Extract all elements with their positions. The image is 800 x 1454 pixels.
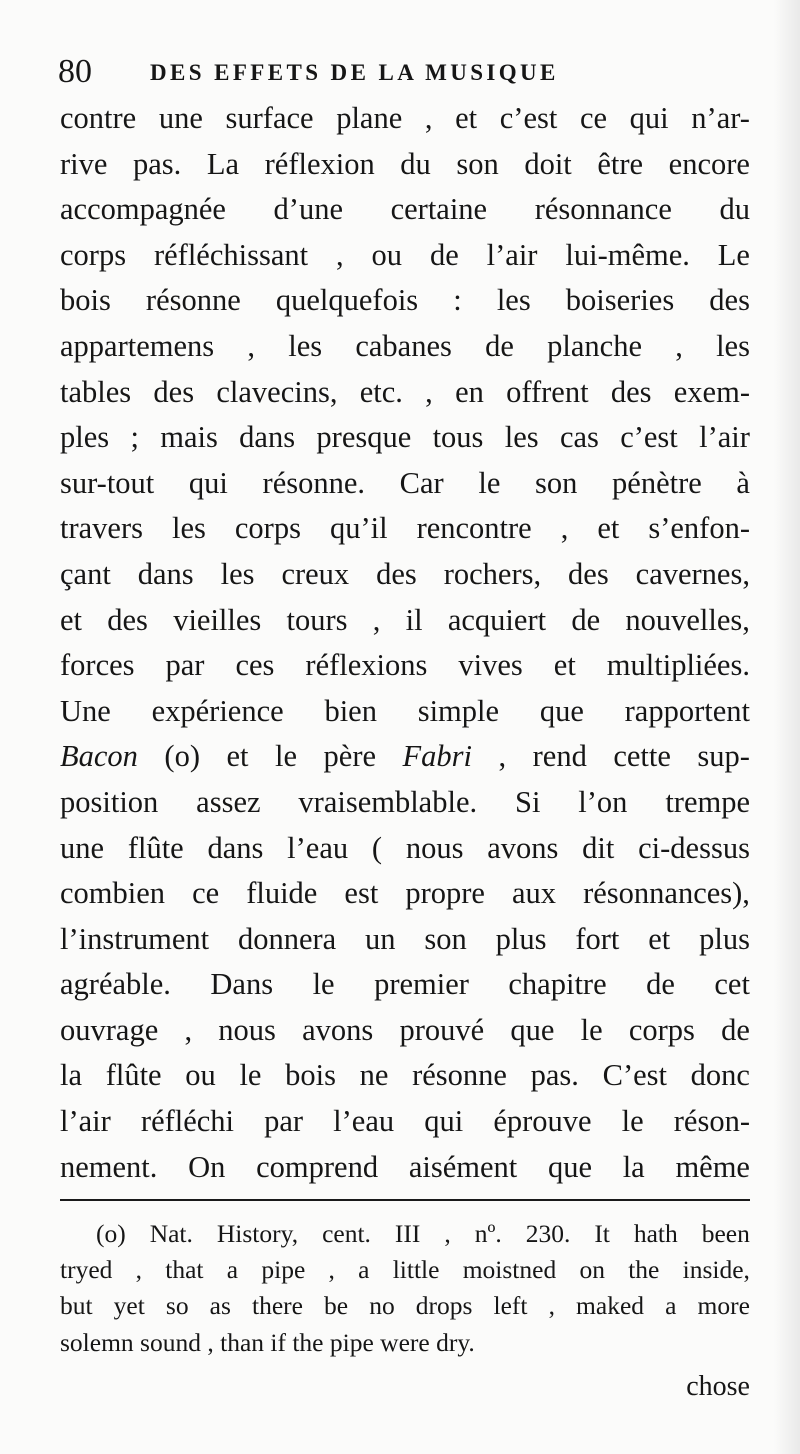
word: (o) — [164, 739, 200, 774]
word: offrent — [506, 374, 589, 409]
word: dans — [239, 420, 296, 455]
word: Bacon — [60, 739, 138, 774]
word: pénètre — [612, 465, 702, 500]
word: : — [453, 283, 462, 318]
word: , — [336, 237, 344, 272]
text-line — [60, 826, 750, 872]
word: assez — [196, 784, 261, 819]
word: du — [400, 146, 431, 181]
word: à — [736, 465, 750, 500]
word: cavernes, — [635, 556, 750, 591]
word: contre — [60, 101, 137, 135]
word: fort — [575, 921, 620, 956]
text-line — [60, 1008, 750, 1054]
footnote-word: , — [444, 1219, 451, 1248]
word: travers — [60, 511, 143, 546]
text-line — [60, 871, 750, 917]
word: c’est — [499, 101, 558, 135]
text-line — [60, 96, 750, 142]
word: l’air — [699, 420, 750, 455]
footnote-line — [60, 1216, 750, 1252]
footnote-word: a — [226, 1255, 239, 1285]
footnote-word: little — [392, 1255, 440, 1285]
word: C’est — [602, 1058, 667, 1093]
word: qui — [424, 1104, 464, 1139]
word: tous — [432, 420, 484, 455]
word: père — [323, 739, 377, 774]
word: planche — [547, 328, 642, 363]
word: ouvrage — [60, 1012, 159, 1047]
text-line — [60, 552, 750, 598]
text-line — [60, 1145, 750, 1191]
word: accompagnée — [60, 192, 226, 227]
word: cet — [714, 967, 750, 1002]
footnote-word: a — [665, 1291, 677, 1321]
word: pas. — [530, 1058, 579, 1093]
word: réflexions — [305, 648, 428, 683]
word: Car — [399, 465, 444, 500]
word: aisément — [408, 1149, 518, 1184]
word: dans — [207, 830, 264, 865]
word: la — [622, 1149, 645, 1184]
word: , — [372, 602, 381, 637]
footnote-word: Nat. — [149, 1219, 193, 1248]
footnote-word: moistned — [462, 1255, 557, 1285]
page-edge-shadow — [774, 0, 800, 1454]
word: le — [239, 1058, 262, 1093]
word: corps — [628, 1012, 695, 1047]
footnote-word: left — [493, 1291, 528, 1321]
word: , — [675, 328, 683, 363]
word: sur-tout — [60, 465, 155, 500]
text-line — [60, 598, 750, 644]
word: , — [498, 739, 507, 774]
word: et — [226, 739, 249, 774]
footnote-word: , — [135, 1255, 143, 1285]
word: dans — [137, 556, 194, 591]
word: en — [455, 374, 484, 409]
footnote-word: pipe — [329, 1327, 381, 1357]
footnote-word: pipe — [261, 1255, 306, 1285]
word: , — [184, 1012, 193, 1047]
text-line — [60, 962, 750, 1008]
word: résonne. — [262, 465, 366, 500]
footnote-word: nº. — [474, 1219, 502, 1248]
word: et — [455, 101, 478, 135]
word: le — [621, 1104, 644, 1139]
word: lui-même. — [565, 237, 690, 272]
footnote-word: , — [548, 1291, 555, 1321]
word: le — [275, 739, 298, 774]
word: rencontre — [416, 511, 532, 546]
word: rapportent — [624, 693, 750, 728]
word: doit — [524, 146, 572, 181]
word: des — [376, 556, 417, 591]
word: appartemens — [60, 328, 215, 363]
footnote-word: History, — [216, 1219, 299, 1248]
word: ne — [359, 1058, 389, 1093]
word: de — [429, 237, 459, 272]
footnote-word: solemn — [60, 1327, 141, 1357]
word: résonnance — [534, 192, 672, 227]
text-line — [60, 187, 750, 233]
footnote-word: cent. — [322, 1219, 371, 1248]
footnote-line — [60, 1325, 750, 1361]
word: quelquefois — [275, 283, 419, 318]
footnote-word: there — [252, 1291, 303, 1321]
word: forces — [60, 648, 135, 683]
word: avons — [487, 830, 559, 865]
word: surface — [225, 101, 314, 135]
word: clavecins, — [216, 374, 338, 409]
word: ou — [185, 1058, 216, 1093]
word: nement. — [60, 1149, 158, 1184]
catchword: chose — [686, 1371, 750, 1402]
word: de — [485, 328, 514, 363]
word: plus — [699, 921, 750, 956]
word: et — [648, 921, 671, 956]
word: des — [153, 374, 195, 409]
text-line — [60, 1053, 750, 1099]
text-line — [60, 415, 750, 461]
word: corps — [234, 511, 301, 546]
word: vives — [458, 648, 523, 683]
word: un — [365, 921, 396, 956]
word: simple — [417, 693, 500, 728]
word: tables — [60, 374, 132, 409]
word: réfléchi — [140, 1104, 235, 1139]
word: multipliées. — [606, 648, 750, 683]
footnote-line — [60, 1288, 750, 1324]
footnote-word: were — [380, 1327, 437, 1357]
word: acquiert — [447, 602, 547, 637]
word: et — [60, 602, 83, 637]
word: cette — [613, 739, 671, 774]
word: Le — [717, 237, 750, 272]
footnote-word: been — [701, 1219, 750, 1248]
body-text — [60, 96, 750, 1190]
word: que — [539, 693, 584, 728]
footnote-rule — [60, 1199, 750, 1201]
footnote-word: (o) — [96, 1219, 126, 1248]
word: sup- — [697, 739, 750, 774]
word: que — [510, 1012, 555, 1047]
word: propre — [405, 876, 485, 911]
word: l’air — [486, 237, 538, 272]
word: Une — [60, 693, 111, 728]
footnote-word: if — [270, 1327, 293, 1357]
word: fluide — [246, 876, 318, 911]
word: une — [158, 101, 203, 135]
word: comprend — [256, 1149, 379, 1184]
word: ce — [579, 101, 608, 135]
word: l’on — [578, 784, 628, 819]
footnote-word: 230. — [525, 1219, 571, 1248]
word: de — [571, 602, 601, 637]
word: une — [60, 830, 105, 865]
word: position — [60, 784, 159, 819]
word: l’eau — [333, 1104, 395, 1139]
word: avons — [302, 1012, 374, 1047]
word: les — [288, 328, 323, 363]
page-header — [58, 52, 758, 92]
word: donnera — [237, 921, 337, 956]
word: presque — [316, 420, 412, 455]
word: les — [171, 511, 206, 546]
running-head: DES EFFETS DE LA MUSIQUE — [150, 60, 559, 85]
word: ce — [192, 876, 220, 911]
word: bois — [285, 1058, 336, 1093]
word: ; — [130, 420, 139, 455]
word: est — [344, 876, 379, 911]
word: dit — [582, 830, 615, 865]
word: , — [424, 101, 433, 135]
text-line — [60, 461, 750, 507]
word: réfléchissant — [153, 237, 309, 272]
word: résonnances), — [583, 876, 750, 911]
word: tours — [286, 602, 348, 637]
word: rochers, — [443, 556, 542, 591]
word: corps — [60, 237, 127, 272]
word: réson- — [673, 1104, 750, 1139]
footnote-word: no — [369, 1291, 395, 1321]
footnote-word: as — [209, 1291, 231, 1321]
footnote-word: the — [292, 1327, 330, 1357]
word: agréable. — [60, 967, 171, 1002]
word: il — [405, 602, 423, 637]
word: des — [709, 283, 750, 318]
word: même — [675, 1149, 750, 1184]
word: les — [504, 420, 539, 455]
word: bois — [60, 283, 111, 318]
word: de — [721, 1012, 750, 1047]
footnote-word: that — [165, 1255, 204, 1285]
word: pas. — [133, 146, 182, 181]
word: être — [597, 146, 644, 181]
word: que — [547, 1149, 592, 1184]
text-line — [60, 917, 750, 963]
word: vraisemblable. — [298, 784, 478, 819]
word: par — [165, 648, 205, 683]
word: boiseries — [565, 283, 675, 318]
text-line — [60, 734, 750, 780]
word: çant — [60, 556, 111, 591]
word: qui — [188, 465, 228, 500]
text-line — [60, 324, 750, 370]
word: encore — [668, 146, 750, 181]
word: flûte — [105, 1058, 162, 1093]
word: vieilles — [173, 602, 262, 637]
text-line — [60, 1099, 750, 1145]
word: résonne — [412, 1058, 507, 1093]
footnote-word: than — [220, 1327, 271, 1357]
word: cas — [559, 420, 599, 455]
footnote-word: drops — [415, 1291, 473, 1321]
word: Fabri — [402, 739, 472, 774]
text-line — [60, 780, 750, 826]
footnote-word: III — [394, 1219, 421, 1248]
word: , — [560, 511, 569, 546]
word: cabanes — [355, 328, 452, 363]
word: La — [206, 146, 240, 181]
word: combien — [60, 876, 166, 911]
word: la — [60, 1058, 83, 1093]
word: s’enfon- — [648, 511, 750, 546]
footnote-word: inside, — [682, 1255, 750, 1285]
word: Dans — [210, 967, 274, 1002]
word: l’instrument — [60, 921, 210, 956]
word: prouvé — [399, 1012, 485, 1047]
word: les — [220, 556, 255, 591]
word: creux — [281, 556, 350, 591]
word: le — [312, 967, 335, 1002]
word: ( — [371, 830, 383, 865]
word: bien — [324, 693, 377, 728]
footnote-word: hath — [633, 1219, 678, 1248]
word: par — [264, 1104, 304, 1139]
word: l’air — [60, 1104, 111, 1139]
word: résonne — [145, 283, 241, 318]
text-line — [60, 278, 750, 324]
word: ples — [60, 420, 110, 455]
word: nous — [218, 1012, 276, 1047]
word: des — [610, 374, 652, 409]
word: Si — [514, 784, 541, 819]
word: mais — [160, 420, 218, 455]
word: chapitre — [508, 967, 607, 1002]
word: On — [188, 1149, 226, 1184]
text-line — [60, 643, 750, 689]
footnote-word: but — [60, 1291, 93, 1321]
footnote-word: be — [324, 1291, 349, 1321]
word: réflexion — [264, 146, 375, 181]
word: nouvelles, — [625, 602, 750, 637]
footnote — [60, 1216, 750, 1361]
footnote-word: so — [165, 1291, 189, 1321]
word: ci-dessus — [638, 830, 750, 865]
text-line — [60, 370, 750, 416]
text-line — [60, 506, 750, 552]
word: éprouve — [493, 1104, 592, 1139]
word: qu’il — [329, 511, 388, 546]
word: son — [424, 921, 467, 956]
word: et — [553, 648, 576, 683]
word: d’une — [273, 192, 343, 227]
footnote-word: It — [594, 1219, 610, 1248]
word: flûte — [127, 830, 184, 865]
word: ou — [371, 237, 403, 272]
word: l’eau — [287, 830, 349, 865]
word: premier — [374, 967, 469, 1002]
word: c’est — [620, 420, 678, 455]
word: son — [456, 146, 499, 181]
text-line — [60, 142, 750, 188]
word: les — [496, 283, 531, 318]
word: trempe — [665, 784, 750, 819]
footnote-word: a — [358, 1255, 370, 1285]
word: certaine — [390, 192, 488, 227]
footnote-word: , — [207, 1327, 221, 1357]
word: etc. — [359, 374, 403, 409]
word: des — [568, 556, 609, 591]
word: du — [719, 192, 750, 227]
word: , — [247, 328, 255, 363]
word: aux — [512, 876, 557, 911]
footnote-word: dry. — [436, 1327, 475, 1357]
word: le — [478, 465, 501, 500]
footnote-word: more — [697, 1291, 750, 1321]
footnote-word: on — [579, 1255, 605, 1285]
word: des — [107, 602, 148, 637]
word: nous — [405, 830, 464, 865]
word: donc — [690, 1058, 750, 1093]
footnote-word: , — [328, 1255, 335, 1285]
word: rend — [532, 739, 587, 774]
word: plane — [336, 101, 403, 135]
word: les — [716, 328, 750, 363]
word: n’ar- — [691, 101, 750, 135]
word: , — [425, 374, 433, 409]
word: exem- — [673, 374, 750, 409]
word: plus — [495, 921, 547, 956]
footnote-word: yet — [113, 1291, 145, 1321]
footnote-line — [60, 1252, 750, 1288]
word: son — [535, 465, 578, 500]
word: expérience — [151, 693, 284, 728]
page-number: 80 — [58, 53, 92, 90]
footnote-word: sound — [140, 1327, 208, 1357]
word: et — [597, 511, 620, 546]
word: le — [580, 1012, 603, 1047]
word: rive — [60, 146, 108, 181]
word: de — [646, 967, 675, 1002]
footnote-word: the — [628, 1255, 660, 1285]
word: ces — [235, 648, 275, 683]
word: qui — [629, 101, 669, 135]
text-line — [60, 689, 750, 735]
footnote-word: maked — [576, 1291, 645, 1321]
text-line — [60, 233, 750, 279]
footnote-word: tryed — [60, 1255, 113, 1285]
